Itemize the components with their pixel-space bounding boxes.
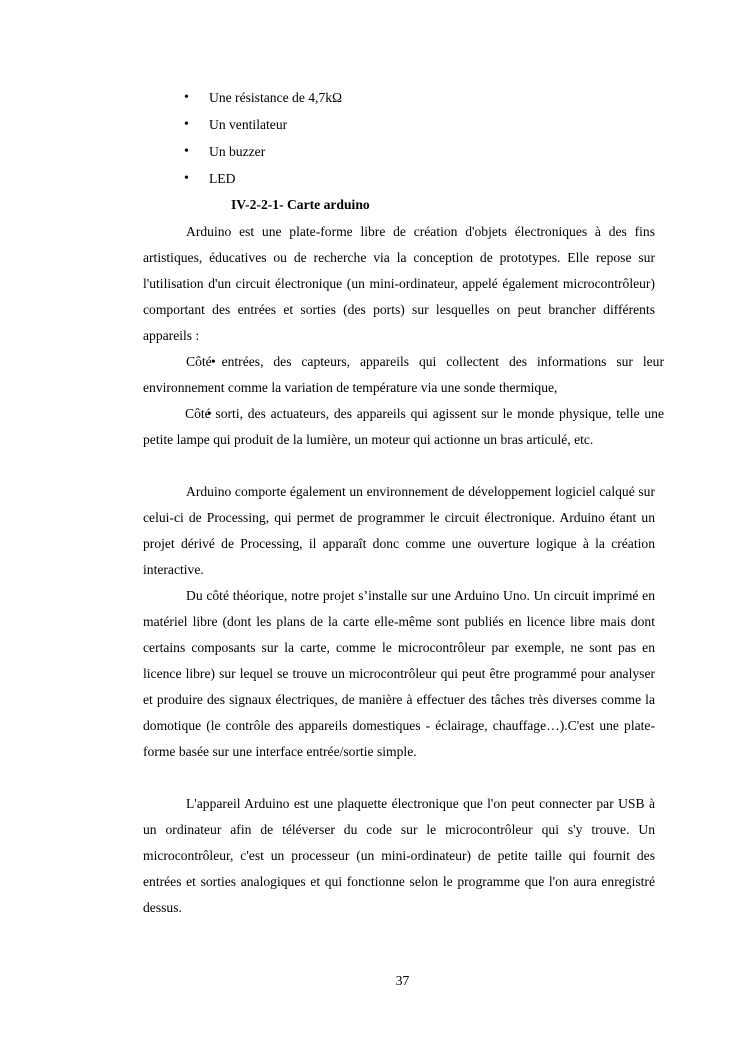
component-item: • Une résistance de 4,7kΩ	[184, 88, 342, 115]
bullet-item-inputs: • Côté entrées, des capteurs, appareils qui collectent des informations sur leur environnement comme la variation de température via une sonde thermique,	[143, 349, 664, 401]
intro-paragraph: Arduino est une plate-forme libre de création d'objets électroniques à des fins artistiques, éducatives ou de recherche via la conception de prototypes. Elle repose sur l'utilisation d'un circuit électronique (un mini-ordinateur, appelé également microcontrôleur) comportant des entrées et sorties (des ports) sur lesquelles on peut brancher différents appareils :	[143, 224, 655, 343]
paragraph-arduino-uno: Du côté théorique, notre projet s’installe sur une Arduino Uno. Un circuit imprimé en matériel libre (dont les plans de la carte elle-même sont publiés en licence libre mais dont certains composants sur la carte, comme le microcontrôleur par exemple, ne sont pas en licence libre) sur lequel se trouve un microcontrôleur qui peut être programmé pour analyser et produire des signaux électriques, de manière à effectuer des tâches très diverses comme la domotique (le contrôle des appareils domestiques - éclairage, chauffage…).C'est une plate-forme basée sur une interface entrée/sortie simple.	[143, 588, 655, 759]
bullet-item-outputs: • Côté sorti, des actuateurs, des appareils qui agissent sur le monde physique, telle une petite lampe qui produit de la lumière, un moteur qui actionne un bras articulé, etc.	[143, 401, 664, 453]
page-number: 37	[395, 973, 410, 988]
component-item: • Un buzzer	[184, 142, 342, 169]
port-bullet-list	[143, 349, 664, 453]
section-heading: IV-2-2-1- Carte arduino	[231, 197, 370, 212]
component-item: • Un ventilateur	[184, 115, 342, 142]
paragraph-usb: L'appareil Arduino est une plaquette électronique que l'on peut connecter par USB à un ordinateur afin de téléverser du code sur le microcontrôleur qui s'y trouve. Un microcontrôleur, c'est un processeur (un mini-ordinateur) de petite taille qui fournit des entrées et sorties analogiques et qui fonctionne selon le programme que l'on aura enregistré dessus.	[143, 796, 655, 915]
component-list	[184, 88, 342, 196]
paragraph-development: Arduino comporte également un environnement de développement logiciel calqué sur celui-ci de Processing, qui permet de programmer le circuit électronique. Arduino étant un projet dérivé de Processing, il apparaît donc comme une ouverture logique à la création interactive.	[143, 484, 655, 577]
component-item: • LED	[184, 169, 342, 196]
